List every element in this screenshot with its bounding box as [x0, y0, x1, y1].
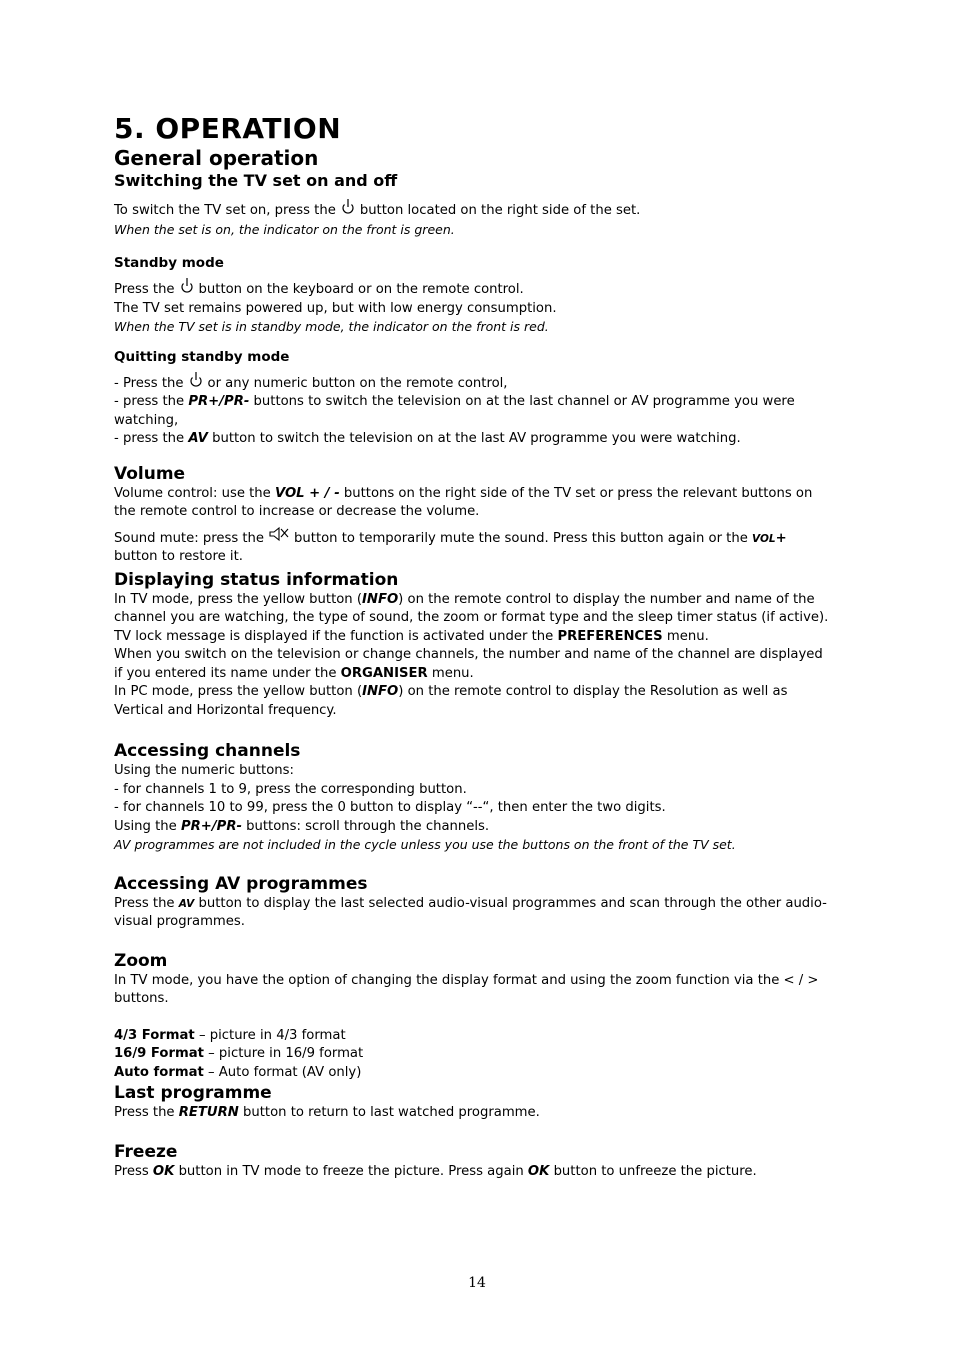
status-line1: In TV mode, press the yellow button (INFO) on the remote control to display the number and name of the channel you are watching, the type of sound, the zoom or format type and the sleep timer status (if active).	[114, 591, 829, 625]
subheading-switching: Switching the TV set on and off	[114, 171, 398, 190]
zoom-format-169: 16/9 Format – picture in 16/9 format	[114, 1046, 364, 1061]
section-heading-av: Accessing AV programmes	[114, 873, 368, 894]
standby-line1: Press the button on the keyboard or on the remote control.	[114, 277, 834, 300]
power-icon	[340, 198, 356, 216]
standby-note: When the TV set is in standby mode, the indicator on the front is red.	[114, 319, 549, 334]
quitting-line1: - Press the or any numeric button on the remote control,	[114, 371, 834, 394]
channels-note: AV programmes are not included in the cycle unless you use the buttons on the front of the TV set.	[114, 837, 736, 852]
switching-line: To switch the TV set on, press the button located on the right side of the set.	[114, 198, 834, 221]
status-line4: In PC mode, press the yellow button (INFO) on the remote control to display the Resolution as well as Vertical and Horizontal frequency.	[114, 684, 788, 718]
page-number: 14	[468, 1275, 486, 1291]
zoom-line1: In TV mode, you have the option of changing the display format and using the zoom function via the < / > buttons.	[114, 972, 819, 1006]
section-heading-last: Last programme	[114, 1083, 272, 1103]
freeze-line1: Press OK button in TV mode to freeze the picture. Press again OK button to unfreeze the picture.	[114, 1163, 757, 1179]
status-line3: When you switch on the television or change channels, the number and name of the channel are displayed if you entered its name under the ORGANISER menu.	[114, 647, 823, 681]
zoom-format-auto: Auto format – Auto format (AV only)	[114, 1064, 362, 1080]
power-icon	[179, 277, 195, 295]
switching-note: When the set is on, the indicator on the front is green.	[114, 221, 455, 237]
last-line1: Press the RETURN button to return to last watched programme.	[114, 1105, 540, 1120]
zoom-format-43: 4/3 Format – picture in 4/3 format	[114, 1027, 346, 1043]
subheading-standby: Standby mode	[114, 255, 224, 271]
subheading-quitting: Quitting standby mode	[114, 348, 290, 365]
channels-line3: - for channels 10 to 99, press the 0 button to display “--“, then enter the two digits.	[114, 800, 666, 815]
section-heading-zoom: Zoom	[114, 950, 168, 971]
section-heading-status: Displaying status information	[114, 569, 399, 590]
power-icon	[188, 371, 204, 389]
volume-line2: Sound mute: press the button to temporarily mute the sound. Press this button again or the VOL+ button to restore it.	[114, 526, 834, 567]
quitting-line3: - press the AV button to switch the television on at the last AV programme you were watching.	[114, 431, 741, 446]
channels-line4: Using the PR+/PR- buttons: scroll through the channels.	[114, 818, 490, 834]
channels-line1: Using the numeric buttons:	[114, 763, 294, 778]
mute-icon	[268, 526, 290, 544]
manual-page	[114, 112, 834, 1181]
channels-line2: - for channels 1 to 9, press the corresponding button.	[114, 781, 467, 797]
section-heading-general: General operation	[114, 146, 319, 170]
page-title: 5. OPERATION	[114, 112, 342, 145]
section-heading-channels: Accessing channels	[114, 741, 301, 761]
standby-line2: The TV set remains powered up, but with low energy consumption.	[114, 300, 557, 316]
section-heading-freeze: Freeze	[114, 1141, 178, 1162]
quitting-line2: - press the PR+/PR- buttons to switch the television on at the last channel or AV programme you were watching,	[114, 394, 795, 428]
arrow-keys-icon: < / >	[783, 972, 819, 988]
volume-line1: Volume control: use the VOL + / - buttons on the right side of the TV set or press the relevant buttons on the remote control to increase or decrease the volume.	[114, 485, 813, 519]
av-line1: Press the AV button to display the last selected audio-visual programmes and scan through the other audio-visual programmes.	[114, 895, 827, 929]
section-heading-volume: Volume	[114, 463, 186, 484]
status-line2: TV lock message is displayed if the function is activated under the PREFERENCES menu.	[114, 628, 709, 644]
